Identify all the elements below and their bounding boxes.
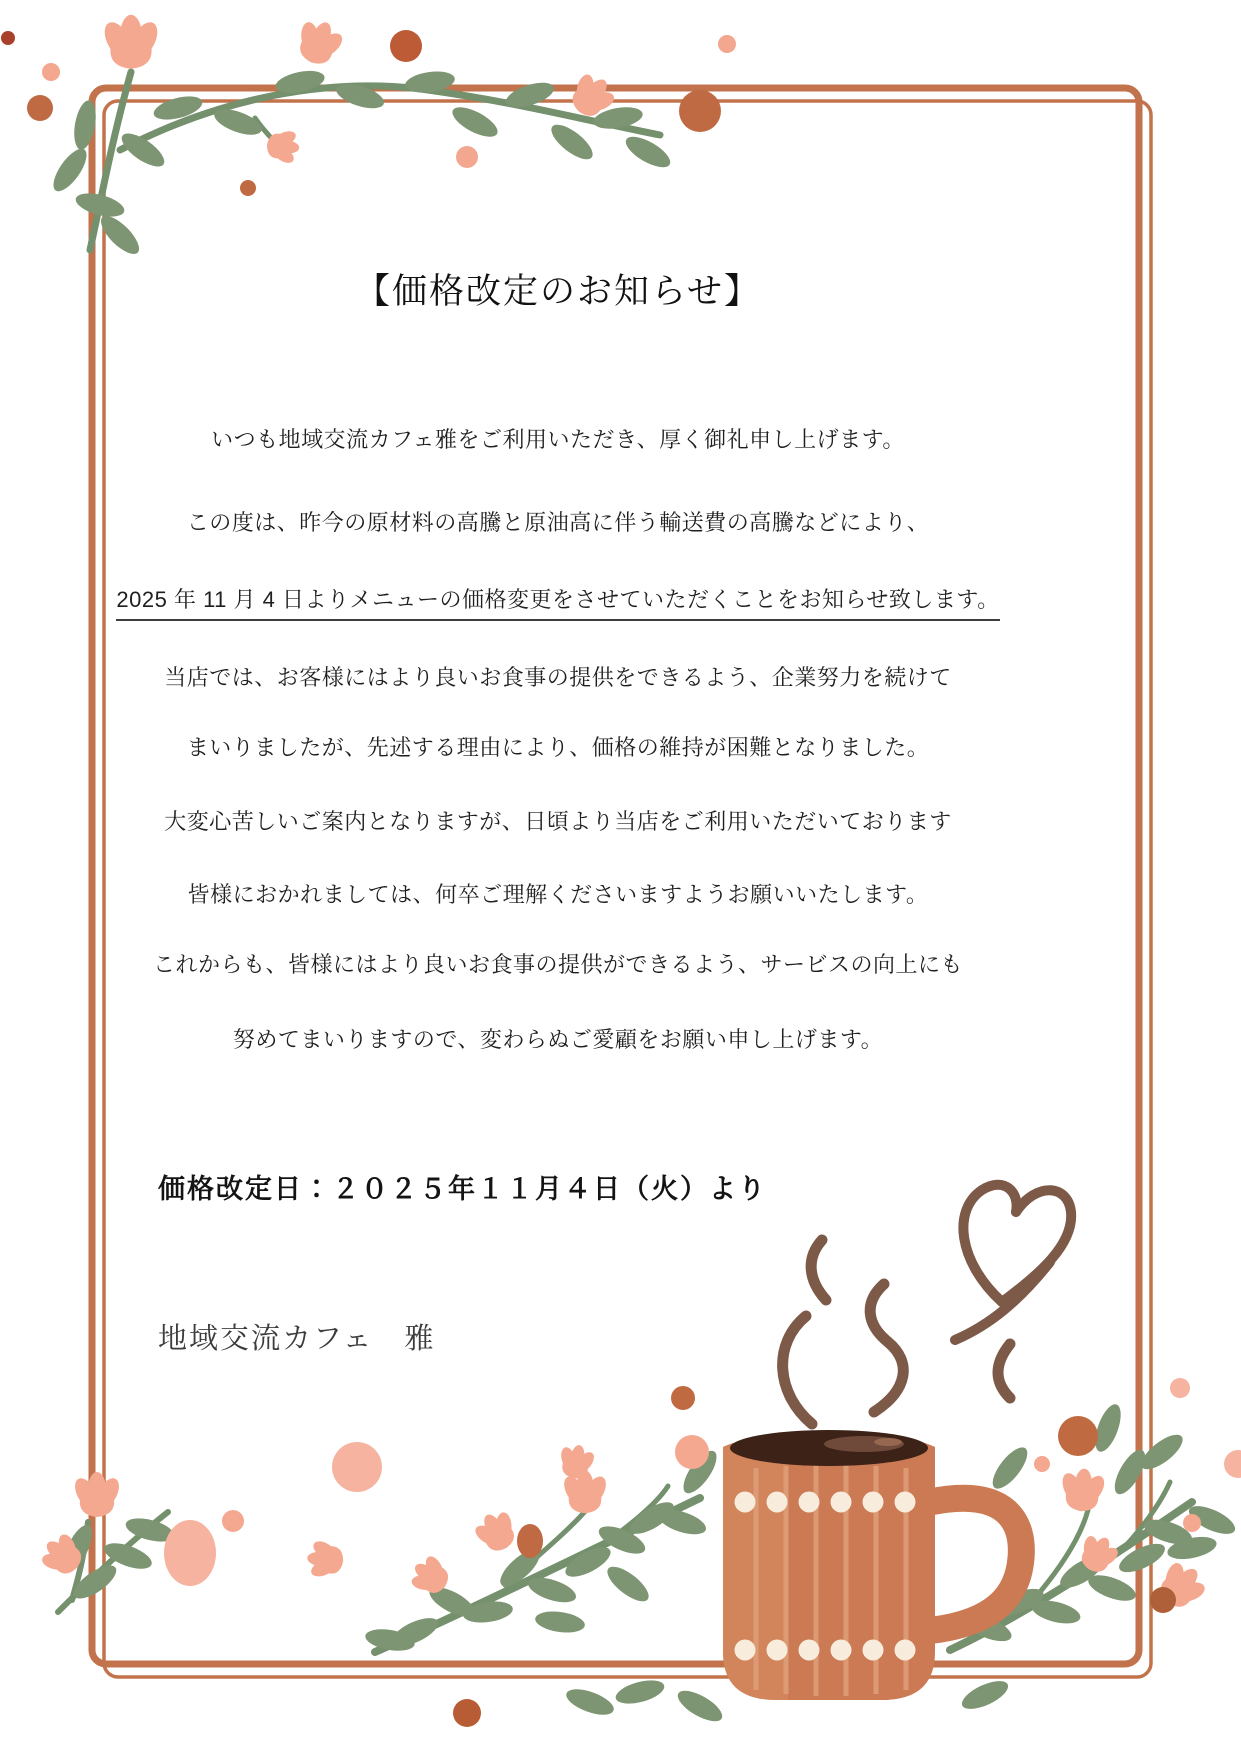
steam-swirls: [783, 1185, 1072, 1424]
body-line-5: まいりましたが、先述する理由により、価格の維持が困難となりました。: [186, 735, 930, 760]
bottom-left-floral-decoration: [33, 1472, 244, 1612]
body-line-8: これからも、皆様にはより良いお食事の提供ができるよう、サービスの向上にも: [152, 952, 963, 977]
price-revision-date: 価格改定日：２０２５年１１月４日（火）より: [158, 1174, 767, 1204]
page-title: 【価格改定のお知らせ】: [355, 272, 761, 312]
body-line-4: 当店では、お客様にはより良いお食事の提供をできるよう、企業努力を続けて: [164, 665, 952, 690]
heart-steam: [955, 1185, 1071, 1340]
mug-handle: [930, 1498, 1021, 1630]
underlined-announcement: 2025 年 11 月 4 日よりメニューの価格変更をさせていただくことをお知らせ致します。: [116, 587, 999, 621]
body-line-1: いつも地域交流カフェ雅をご利用いただき、厚く御礼申し上げます。: [211, 427, 905, 452]
body-line-6: 大変心苦しいご案内となりますが、日頃より当店をご利用いただいております: [164, 809, 952, 834]
signature: 地域交流カフェ 雅: [158, 1323, 436, 1355]
coffee-mug-illustration: [723, 1185, 1071, 1700]
body-line-9: 努めてまいりますので、変わらぬご愛顧をお願い申し上げます。: [232, 1027, 884, 1052]
top-left-floral-decoration: [1, 13, 736, 259]
body-line-2: この度は、昨今の原材料の高騰と原油高に伴う輸送費の高騰などにより、: [186, 510, 930, 535]
body-line-7: 皆様におかれましては、何卒ご理解くださいますようお願いいたします。: [187, 882, 929, 907]
body-line-3: [58, 583, 1058, 617]
